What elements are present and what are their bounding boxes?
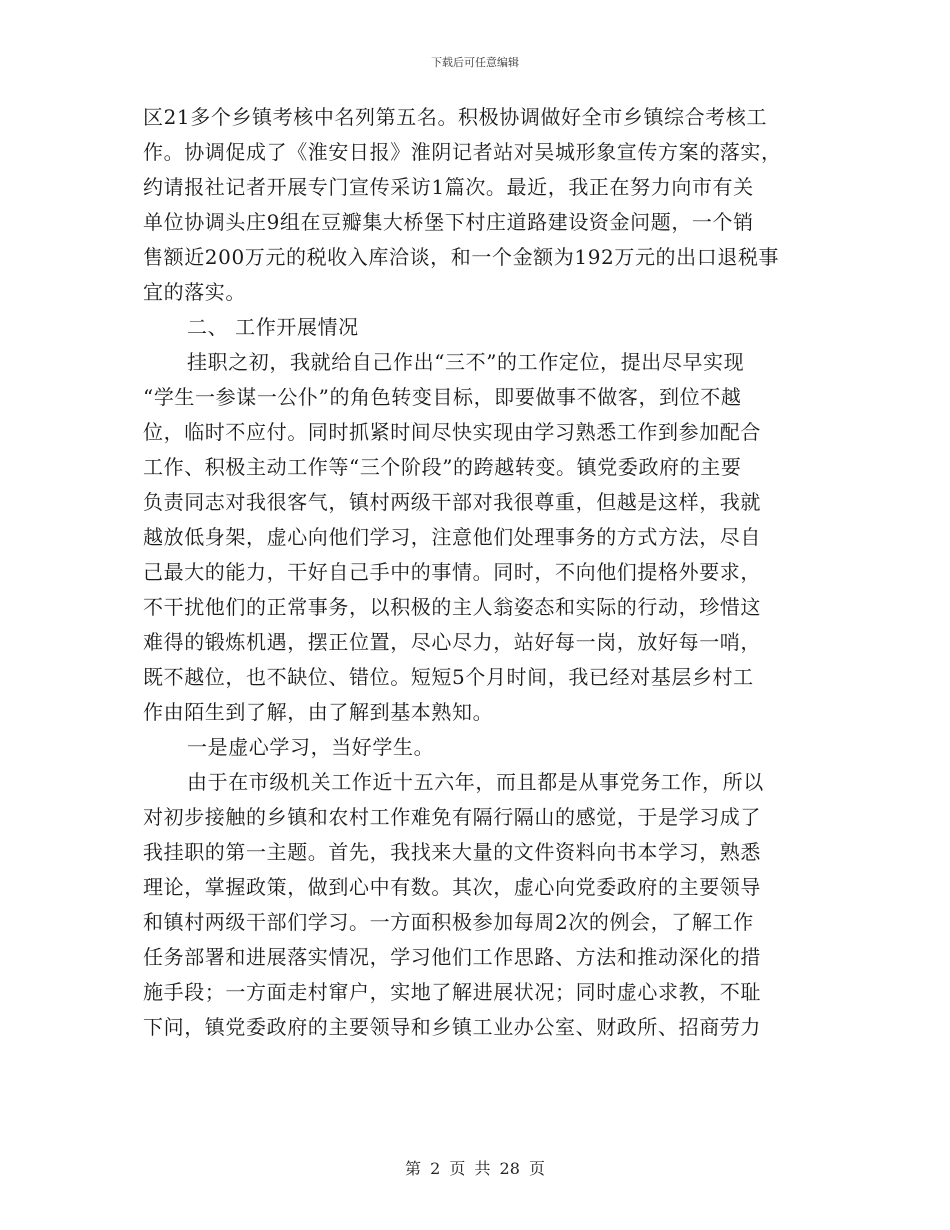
text-line: 理论，掌握政策，做到心中有数。其次，虚心向党委政府的主要领导 — [143, 875, 761, 899]
text-line: 不干扰他们的正常事务，以积极的主人翁姿态和实际的行动，珍惜这 — [143, 595, 761, 619]
text-line: 由于在市级机关工作近十五六年，而且都是从事党务工作，所以 — [187, 770, 764, 794]
text-line: 负责同志对我很客气，镇村两级干部对我很尊重，但越是这样，我就 — [143, 490, 761, 514]
text-line: 施手段；一方面走村窜户，实地了解进展状况；同时虚心求教，不耻 — [143, 980, 761, 1004]
document-body — [143, 100, 815, 1045]
text-line: 作由陌生到了解，由了解到基本熟知。 — [143, 700, 494, 724]
subsection-heading: 一是虚心学习，当好学生。 — [187, 735, 435, 759]
text-line: 宜的落实。 — [143, 280, 246, 304]
text-line: 既不越位，也不缺位、错位。短短5个月时间，我已经对基层乡村工 — [143, 665, 754, 689]
text-line: 约请报社记者开展专门宣传采访1篇次。最近，我正在努力向市有关 — [143, 175, 754, 199]
text-line: 挂职之初，我就给自己作出“三不”的工作定位，提出尽早实现 — [187, 350, 745, 374]
text-line: 售额近200万元的税收入库洽谈，和一个金额为192万元的出口退税事 — [143, 245, 780, 269]
text-line: 己最大的能力，干好自己手中的事情。同时，不向他们提格外要求， — [143, 560, 761, 584]
text-line: 难得的锻炼机遇，摆正位置，尽心尽力，站好每一岗，放好每一哨， — [143, 630, 761, 654]
text-line: 越放低身架，虚心向他们学习，注意他们处理事务的方式方法，尽自 — [143, 525, 761, 549]
text-line: 任务部署和进展落实情况，学习他们工作思路、方法和推动深化的措 — [143, 945, 761, 969]
text-line: 工作、积极主动工作等“三个阶段”的跨越转变。镇党委政府的主要 — [143, 455, 742, 479]
text-line: 单位协调头庄9组在豆瓣集大桥堡下村庄道路建设资金问题，一个销 — [143, 210, 754, 234]
page-number-footer: 第 2 页 共 28 页 — [405, 1159, 545, 1178]
text-line: 和镇村两级干部们学习。一方面积极参加每周2次的例会，了解工作 — [143, 910, 754, 934]
section-heading: 二、 工作开展情况 — [187, 315, 359, 339]
text-line: 下问，镇党委政府的主要领导和乡镇工业办公室、财政所、招商劳力 — [143, 1015, 761, 1039]
text-line: 对初步接触的乡镇和农村工作难免有隔行隔山的感觉，于是学习成了 — [143, 805, 761, 829]
text-line: 位，临时不应付。同时抓紧时间尽快实现由学习熟悉工作到参加配合 — [143, 420, 761, 444]
text-line: 作。协调促成了《淮安日报》淮阴记者站对吴城形象宣传方案的落实， — [143, 140, 782, 164]
page-header-note: 下载后可任意编辑 — [431, 56, 519, 69]
text-line: 我挂职的第一主题。首先，我找来大量的文件资料向书本学习，熟悉 — [143, 840, 761, 864]
text-line: 区21多个乡镇考核中名列第五名。积极协调做好全市乡镇综合考核工 — [143, 105, 768, 129]
text-line: “学生一参谋一公仆”的角色转变目标，即要做事不做客，到位不越 — [143, 385, 742, 409]
